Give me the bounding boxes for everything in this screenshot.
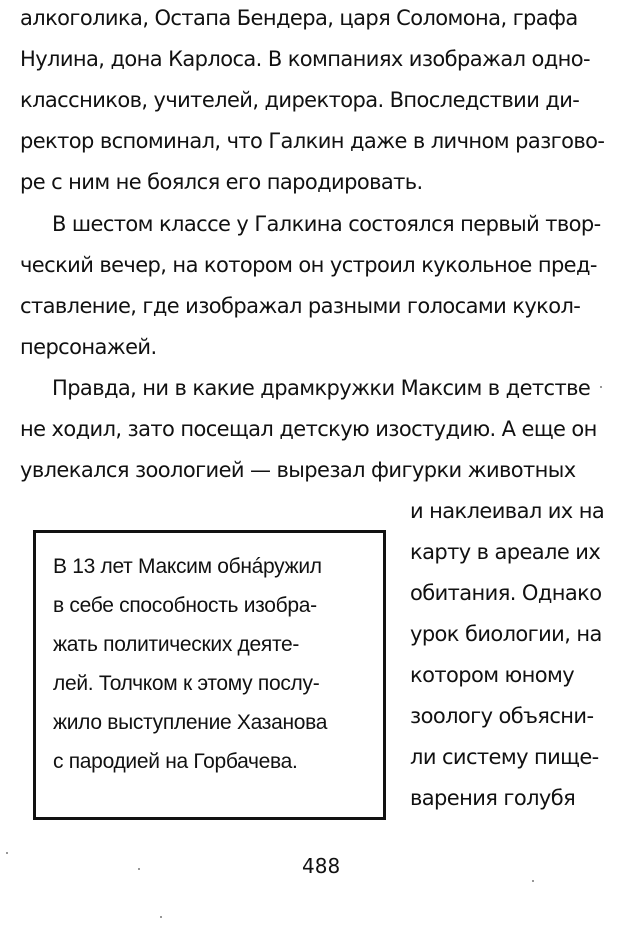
sidebar-quote-line: в себе способность изобра- xyxy=(53,594,317,617)
text-line: котором юному xyxy=(410,663,575,687)
text-line: ре с ним не боялся его пародировать. xyxy=(20,170,423,194)
text-line: классников, учителей, директора. Впоследствии ди- xyxy=(20,88,580,112)
scan-speck xyxy=(160,916,162,918)
text-line: обитания. Однако xyxy=(410,581,602,605)
text-line: ставление, где изображал разными голосами кукол- xyxy=(20,294,581,318)
text-line: алкоголика, Остапа Бендера, царя Соломона, графа xyxy=(20,6,578,30)
scan-speck xyxy=(6,852,8,854)
sidebar-quote-line: жило выступление Хазанова xyxy=(53,711,328,734)
sidebar-quote-line: жать политических деяте- xyxy=(53,633,300,656)
text-line: Нулина, дона Карлоса. В компаниях изображал одно- xyxy=(20,47,591,71)
text-line: и наклеивал их на xyxy=(410,499,605,523)
scan-speck xyxy=(600,386,602,388)
text-line: Правда, ни в какие драмкружки Максим в детстве xyxy=(52,376,591,400)
sidebar-quote-line: лей. Толчком к этому послу- xyxy=(53,672,320,695)
sidebar-quote-box xyxy=(33,530,386,820)
sidebar-quote-line: В 13 лет Максим обнáружил xyxy=(53,555,322,578)
scan-speck xyxy=(532,880,534,882)
text-line: увлекался зоологией — вырезал фигурки животных xyxy=(20,458,576,482)
page-number: 488 xyxy=(302,854,341,878)
text-line: не ходил, зато посещал детскую изостудию. А еще он xyxy=(20,417,597,441)
scan-speck xyxy=(138,868,140,870)
text-line: варения голубя xyxy=(410,786,576,810)
text-line: карту в ареале их xyxy=(410,540,601,564)
text-line: ректор вспоминал, что Галкин даже в личном разгово- xyxy=(20,129,605,153)
text-line: персонажей. xyxy=(20,335,157,359)
text-line: ли систему пище- xyxy=(410,745,599,769)
text-line: урок биологии, на xyxy=(410,622,602,646)
sidebar-quote-line: с пародией на Горбачева. xyxy=(53,750,298,773)
text-line: зоологу объясни- xyxy=(410,704,594,728)
text-line: ческий вечер, на котором он устроил кукольное пред- xyxy=(20,253,597,277)
text-line: В шестом классе у Галкина состоялся первый твор- xyxy=(52,212,601,236)
